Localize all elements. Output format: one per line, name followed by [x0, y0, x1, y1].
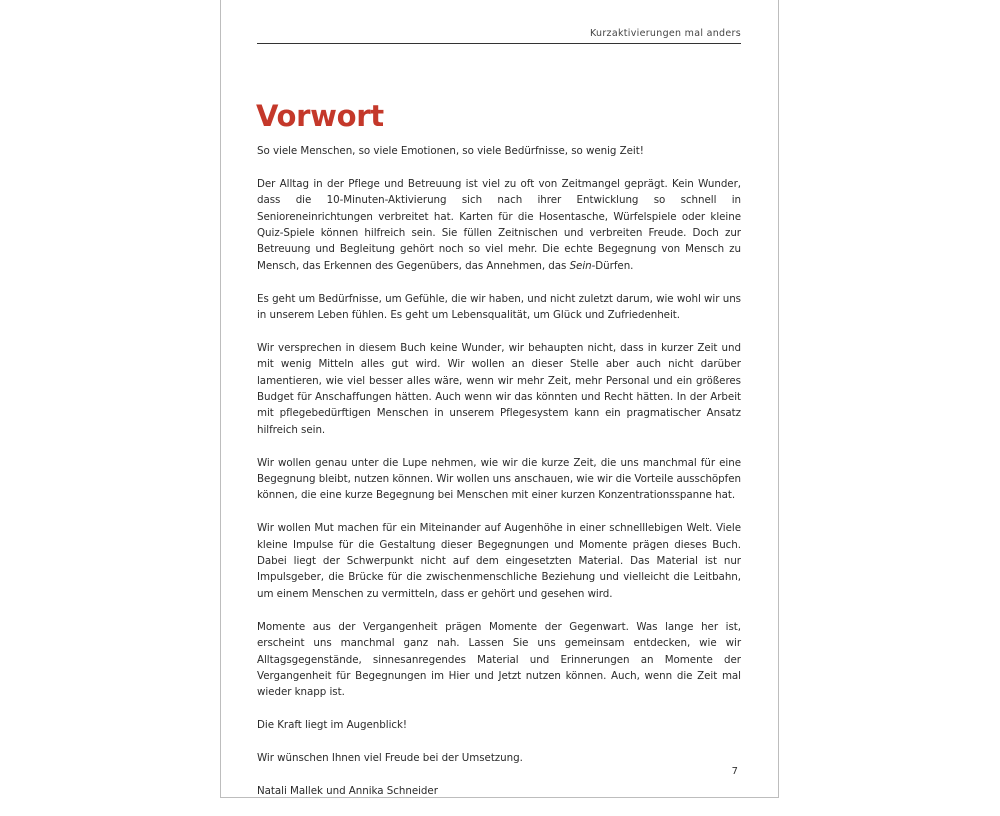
page-number: 7 — [731, 766, 738, 777]
paragraph-alltag-text: Der Alltag in der Pflege und Betreuung ist viel zu oft von Zeitmangel geprägt. Kein Wunder, dass die 10-Minuten-Aktivierung sich nach ihrer Entwicklung so schnell in Senioreneinrichtungen verbreitet hat. Karten für die Hosentasche, Würfelspiele oder kleine Quiz-Spiele können hilfreich sein. Sie füllen Zeitnischen und verbreiten Freude. Doch zur Betreuung und Begleitung gehört noch so viel mehr. Die echte Begegnung von Mensch zu Mensch, das Erkennen des Gegenübers, das Annehmen, das — [257, 177, 741, 272]
chapter-title: Vorwort — [256, 99, 384, 133]
paragraph-authors: Natali Mallek und Annika Schneider — [257, 784, 438, 797]
emphasis-sein: Sein — [569, 259, 592, 272]
paragraph-versprechen: Wir versprechen in diesem Buch keine Wunder, wir behaupten nicht, dass in kurzer Zeit und mit wenig Mitteln alles gut wird. Wir wollen an dieser Stelle aber auch nicht darüber lamentieren, wie viel besser alles wäre, wenn wir mehr Zeit, mehr Personal und ein größeres Budget für Anschaffungen hätten. Auch wenn wir das könnten und Recht hätten. In der Arbeit mit pflegebedürftigen Menschen in unserem Pflegesystem kann ein pragmatischer Ansatz hilfreich sein. — [257, 341, 741, 436]
paragraph-kraft: Die Kraft liegt im Augenblick! — [257, 719, 407, 732]
body-text — [257, 143, 741, 816]
paragraph-alltag — [257, 176, 741, 274]
paragraph-alltag-end: -Dürfen. — [591, 259, 634, 272]
paragraph-beduerfnisse: Es geht um Bedürfnisse, um Gefühle, die wir haben, und nicht zuletzt darum, wie wohl wir uns in unserem Leben fühlen. Es geht um Lebensqualität, um Glück und Zufriedenheit. — [257, 292, 741, 322]
paragraph-wuensche: Wir wünschen Ihnen viel Freude bei der Umsetzung. — [257, 751, 523, 764]
paragraph-momente: Momente aus der Vergangenheit prägen Momente der Gegenwart. Was lange her ist, erscheint uns manchmal ganz nah. Lassen Sie uns gemeinsam entdecken, wie wir Alltagsgegenstände, sinnesanregendes Material und Erinnerungen an Momente der Vergangenheit für Begegnungen im Hier und Jetzt nutzen können. Auch, wenn die Zeit mal wieder knapp ist. — [257, 620, 741, 699]
paragraph-lupe: Wir wollen genau unter die Lupe nehmen, wie wir die kurze Zeit, die uns manchmal für eine Begegnung bleibt, nutzen können. Wir wollen uns anschauen, wie wir die Vorteile ausschöpfen können, die eine kurze Begegnung bei Menschen mit einer kurzen Konzentrationsspanne hat. — [257, 456, 741, 502]
book-page — [220, 0, 779, 798]
paragraph-intro: So viele Menschen, so viele Emotionen, so viele Bedürfnisse, so wenig Zeit! — [257, 145, 644, 157]
header-rule — [257, 43, 741, 44]
paragraph-mut: Wir wollen Mut machen für ein Miteinander auf Augenhöhe in einer schnelllebigen Welt. Viele kleine Impulse für die Gestaltung dieser Begegnungen und Momente prägen dieses Buch. Dabei liegt der Schwerpunkt nicht auf dem eingesetzten Material. Das Material ist nur Impulsgeber, die Brücke für die zwischenmenschliche Beziehung und vielleicht die Leitbahn, um einem Menschen zu vermitteln, dass er gehört und gesehen wird. — [257, 522, 741, 600]
running-header: Kurzaktivierungen mal anders — [589, 28, 741, 39]
